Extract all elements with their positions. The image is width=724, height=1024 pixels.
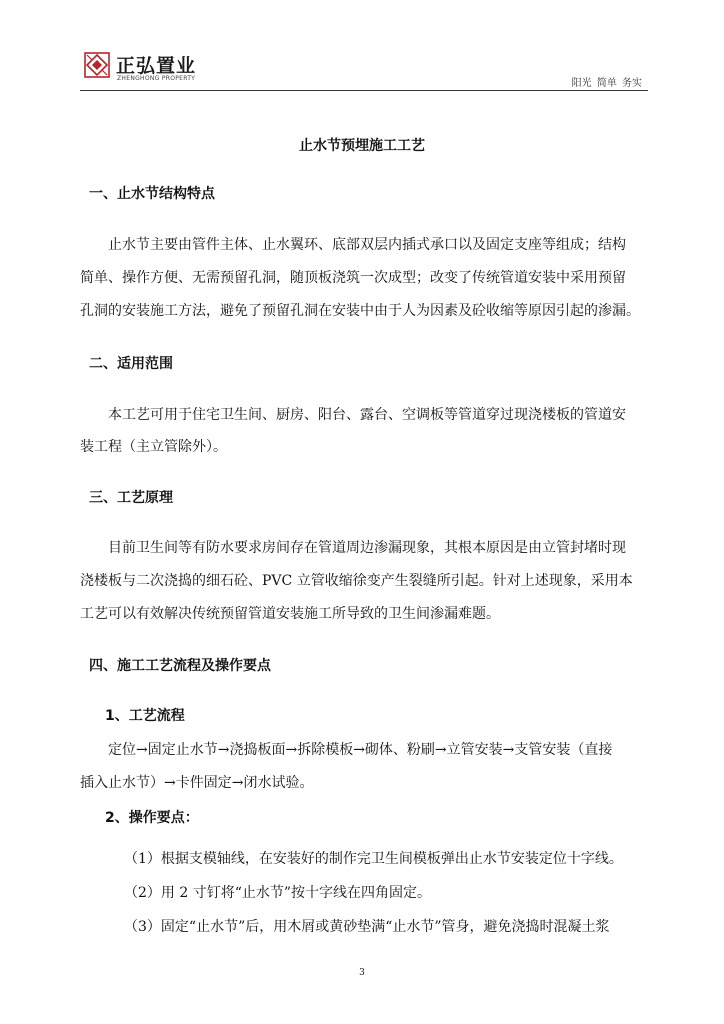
paragraph-line: 装工程（主立管除外）。 [80, 439, 227, 455]
paragraph-line: 孔洞的安装施工方法，避免了预留孔洞在安装中由于人为因素及砼收缩等原因引起的渗漏。 [80, 303, 640, 319]
page-number: 3 [359, 968, 365, 978]
paragraph-line: 目前卫生间等有防水要求房间存在管道周边渗漏现象，其根本原因是由立管封堵时现 [108, 540, 626, 556]
paragraph-line: 工艺可以有效解决传统预留管道安装施工所导致的卫生间渗漏难题。 [80, 606, 500, 622]
section-heading: 四、施工工艺流程及操作要点 [89, 658, 271, 674]
paragraph-line: 定位→固定止水节→浇捣板面→拆除模板→砌体、粉刷→立管安装→支管安装（直接 [108, 742, 613, 758]
step-item: （2）用 2 寸钉将“止水节”按十字线在四角固定。 [124, 885, 432, 901]
paragraph-line: 浇楼板与二次浇捣的细石砼、PVC 立管收缩徐变产生裂缝所引起。针对上述现象，采用本 [80, 573, 633, 589]
step-item: （1）根据支模轴线，在安装好的制作完卫生间模板弹出止水节安装定位十字线。 [124, 851, 623, 867]
document-title: 止水节预埋施工工艺 [299, 138, 425, 154]
paragraph-line: 插入止水节）→卡件固定→闭水试验。 [80, 775, 314, 791]
company-logo-icon [84, 52, 110, 78]
section-heading: 一、止水节结构特点 [89, 186, 215, 202]
paragraph-line: 本工艺可用于住宅卫生间、厨房、阳台、露台、空调板等管道穿过现浇楼板的管道安 [108, 407, 626, 423]
section-heading: 三、工艺原理 [89, 490, 173, 506]
logo-subtext: ZHENGHONG PROPERTY [117, 75, 196, 82]
page-header [80, 48, 648, 91]
subsection-heading: 2、操作要点： [105, 810, 199, 826]
step-item: （3）固定“止水节”后，用木屑或黄砂垫满“止水节”管身，避免浇捣时混凝土浆 [124, 919, 610, 935]
paragraph-line: 止水节主要由管件主体、止水翼环、底部双层内插式承口以及固定支座等组成；结构 [108, 237, 626, 253]
subsection-heading: 1、工艺流程 [105, 708, 185, 724]
header-slogan: 阳光 简单 务实 [571, 78, 642, 89]
paragraph-line: 简单、操作方便、无需预留孔洞，随顶板浇筑一次成型；改变了传统管道安装中采用预留 [80, 270, 626, 286]
logo-text: 正弘置业 [116, 55, 197, 77]
section-heading: 二、适用范围 [89, 356, 173, 372]
